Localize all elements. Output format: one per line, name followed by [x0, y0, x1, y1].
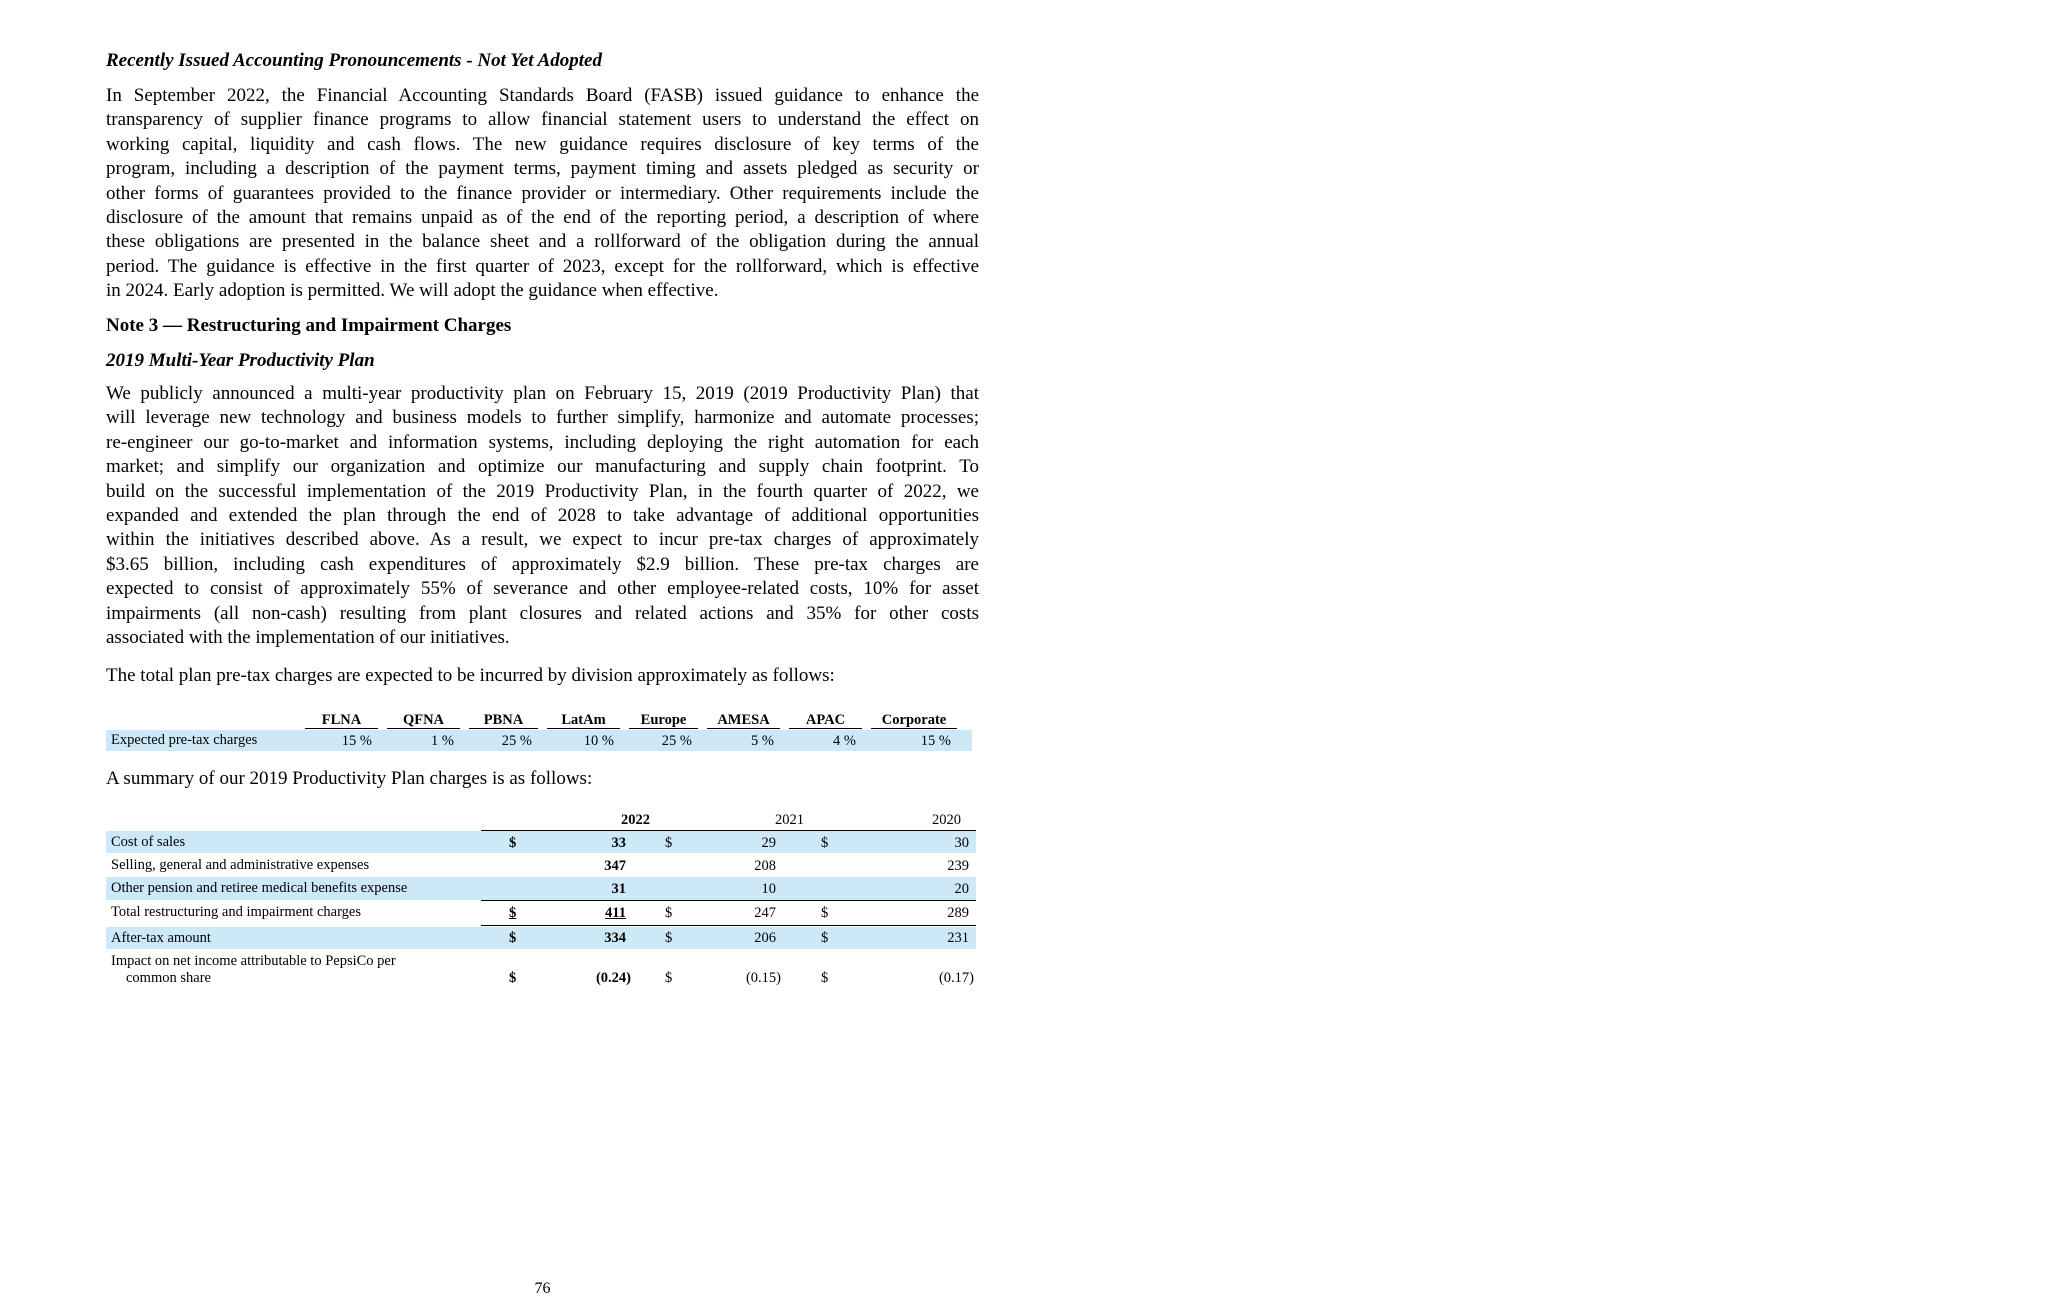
- currency-symbol: $: [509, 905, 517, 921]
- table-cell: 208: [754, 858, 776, 874]
- column-header-qfna: QFNA: [387, 712, 460, 729]
- table-cell: 15 %: [341, 733, 372, 749]
- currency-symbol: $: [821, 835, 829, 851]
- table-cell: 15 %: [920, 733, 951, 749]
- table-cell: 20: [954, 881, 969, 897]
- table-cell: 4 %: [833, 733, 856, 749]
- text-line: $3.65 billion, including cash expenditures of approximately $2.9 billion. These pre-tax charges are: [106, 553, 979, 575]
- text-line: We publicly announced a multi-year productivity plan on February 15, 2019 (2019 Productivity Plan) that: [106, 383, 979, 404]
- paragraph-summary-intro: A summary of our 2019 Productivity Plan charges is as follows:: [106, 768, 593, 789]
- table-cell: 5 %: [751, 733, 774, 749]
- table-row: [106, 831, 976, 853]
- table-cell: (0.15): [745, 970, 781, 986]
- currency-symbol: $: [665, 835, 673, 851]
- table-cell: (0.17): [938, 970, 974, 986]
- table-cell: 1 %: [431, 733, 454, 749]
- currency-symbol: $: [821, 930, 829, 946]
- table-row: [106, 877, 976, 900]
- text-line: program, including a description of the payment terms, payment timing and assets pledged as security or: [106, 158, 979, 180]
- row-label: Expected pre-tax charges: [111, 732, 258, 748]
- table-row: [106, 950, 976, 988]
- currency-symbol: $: [821, 970, 829, 986]
- column-header-corporate: Corporate: [871, 712, 957, 729]
- table-row: [106, 730, 972, 751]
- text-line: within the initiatives described above. As a result, we expect to incur pre-tax charges of approximately: [106, 529, 979, 551]
- table-header-row: [106, 810, 976, 830]
- currency-symbol: $: [509, 835, 517, 851]
- table-cell: 239: [947, 858, 969, 874]
- row-label: After-tax amount: [111, 930, 211, 946]
- text-line: build on the successful implementation of the 2019 Productivity Plan, in the fourth quarter of 2022, we: [106, 480, 979, 502]
- table-cell: 29: [761, 835, 776, 851]
- column-header-amesa: AMESA: [707, 712, 780, 729]
- paragraph-productivity-plan: [106, 382, 979, 650]
- table-cell: 30: [954, 835, 969, 851]
- column-header-2022: 2022: [621, 812, 650, 828]
- text-line: will leverage new technology and business models to further simplify, harmonize and automate processes;: [106, 407, 979, 429]
- currency-symbol: $: [509, 930, 517, 946]
- subsection-heading-productivity-plan: 2019 Multi-Year Productivity Plan: [106, 350, 375, 371]
- column-header-2020: 2020: [932, 812, 961, 828]
- currency-symbol: $: [665, 905, 673, 921]
- table-cell: 411: [605, 905, 626, 921]
- row-label: Selling, general and administrative expenses: [111, 857, 370, 873]
- currency-symbol: $: [665, 970, 673, 986]
- total-rule: [481, 925, 976, 926]
- text-line: expanded and extended the plan through the end of 2028 to take advantage of additional opportunities: [106, 504, 979, 526]
- table-cell: 231: [947, 930, 969, 946]
- table-row: [106, 901, 976, 925]
- text-line: these obligations are presented in the balance sheet and a rollforward of the obligation during the annual: [106, 231, 979, 253]
- section-heading-pronouncements: Recently Issued Accounting Pronouncements - Not Yet Adopted: [106, 50, 602, 71]
- row-label: Total restructuring and impairment charges: [111, 904, 361, 920]
- text-line: impairments (all non-cash) resulting from plant closures and related actions and 35% for other costs: [106, 602, 979, 624]
- text-line: transparency of supplier finance programs to allow financial statement users to understand the effect on: [106, 109, 979, 131]
- row-label-continuation: common share: [126, 970, 211, 986]
- text-line: associated with the implementation of our initiatives.: [106, 626, 510, 648]
- text-line: expected to consist of approximately 55% of severance and other employee-related costs, 10% for asset: [106, 578, 979, 600]
- row-label: Other pension and retiree medical benefits expense: [111, 880, 408, 896]
- column-header-pbna: PBNA: [469, 712, 538, 729]
- row-label: Impact on net income attributable to PepsiCo per: [111, 953, 396, 969]
- table-cell: 206: [754, 930, 776, 946]
- text-line: re-engineer our go-to-market and information systems, including deploying the right automation for each: [106, 431, 979, 453]
- table-cell: 31: [611, 881, 626, 897]
- currency-symbol: $: [509, 970, 517, 986]
- table-row: [106, 927, 976, 949]
- currency-symbol: $: [665, 930, 673, 946]
- text-line: working capital, liquidity and cash flows. The new guidance requires disclosure of key terms of the: [106, 133, 979, 155]
- page-number: 76: [534, 1280, 551, 1297]
- column-header-apac: APAC: [789, 712, 862, 729]
- table-cell: 10 %: [583, 733, 614, 749]
- text-line: in 2024. Early adoption is permitted. We will adopt the guidance when effective.: [106, 280, 719, 302]
- text-line: market; and simplify our organization and optimize our manufacturing and supply chain footprint. To: [106, 456, 979, 478]
- table-cell: 334: [604, 930, 626, 946]
- table-cell: 25 %: [501, 733, 532, 749]
- table-cell: 347: [604, 858, 626, 874]
- column-header-2021: 2021: [775, 812, 804, 828]
- table-cell: 247: [754, 905, 776, 921]
- table-row: [106, 853, 976, 877]
- column-header-flna: FLNA: [305, 712, 378, 729]
- paragraph-division-intro: The total plan pre-tax charges are expected to be incurred by division approximately as follows:: [106, 665, 835, 686]
- column-header-latam: LatAm: [547, 712, 620, 729]
- currency-symbol: $: [821, 905, 829, 921]
- text-line: period. The guidance is effective in the first quarter of 2023, except for the rollforward, which is effective: [106, 255, 979, 277]
- text-line: other forms of guarantees provided to the finance provider or intermediary. Other requirements include the: [106, 182, 979, 204]
- text-line: disclosure of the amount that remains unpaid as of the end of the reporting period, a description of where: [106, 206, 979, 228]
- table-cell: (0.24): [595, 970, 631, 986]
- table-cell: 25 %: [661, 733, 692, 749]
- table-cell: 10: [761, 881, 776, 897]
- column-header-europe: Europe: [629, 712, 698, 729]
- text-line: In September 2022, the Financial Accounting Standards Board (FASB) issued guidance to enhance the: [106, 85, 979, 106]
- row-label: Cost of sales: [111, 834, 186, 850]
- note-heading: Note 3 — Restructuring and Impairment Charges: [106, 315, 512, 336]
- paragraph-fasb-guidance: [106, 84, 979, 304]
- table-cell: 33: [611, 835, 626, 851]
- table-cell: 289: [947, 905, 969, 921]
